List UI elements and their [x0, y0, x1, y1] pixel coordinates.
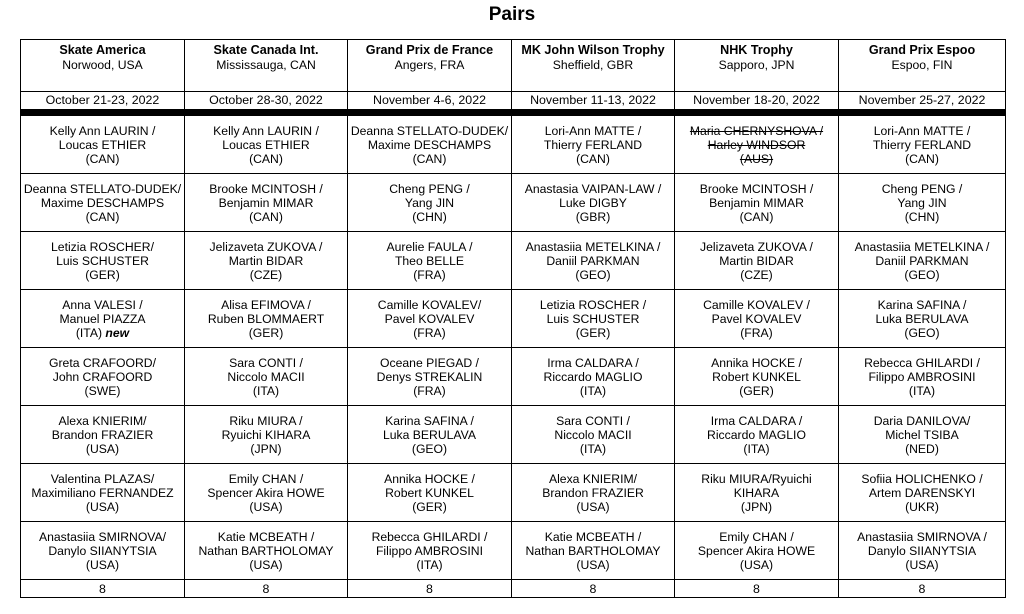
pair-country: (GEO) [904, 267, 940, 282]
event-header [185, 40, 348, 92]
pair-cell [348, 522, 512, 580]
pair-skater-names: Luis SCHUSTER [56, 253, 149, 268]
pair-skater-names: Irma CALDARA / [547, 355, 639, 370]
pair-country [23, 326, 182, 340]
pair-skater-names: Martin BIDAR [228, 253, 304, 268]
event-location: Espoo, FIN [891, 58, 953, 72]
pair-country: (ITA) [416, 557, 443, 572]
pair-skater-names: Lori-Ann MATTE / [544, 123, 642, 138]
event-dates-row [21, 92, 1006, 113]
event-location: Norwood, USA [62, 58, 143, 72]
pair-cell [348, 290, 512, 348]
event-name: MK John Wilson Trophy [521, 43, 665, 57]
pair-row [21, 232, 1006, 290]
pair-country: (USA) [85, 557, 120, 572]
event-dates: October 21-23, 2022 [21, 92, 185, 113]
pair-cell [512, 406, 675, 464]
pair-country: (CAN) [576, 151, 610, 166]
pair-skater-names: Kelly Ann LAURIN / [49, 123, 156, 138]
event-dates: November 4-6, 2022 [348, 92, 512, 113]
pair-cell [21, 232, 185, 290]
pair-cell [21, 174, 185, 232]
pair-cell [675, 406, 839, 464]
pair-country: (CZE) [740, 267, 773, 282]
pair-skater-names: Camille KOVALEV/ [377, 297, 482, 312]
pair-skater-names: Alexa KNIERIM/ [548, 471, 638, 486]
event-header [21, 40, 185, 92]
pair-country: (USA) [85, 441, 120, 456]
event-name: NHK Trophy [720, 43, 793, 57]
entry-count: 8 [675, 580, 839, 598]
pair-cell [512, 290, 675, 348]
pair-skater-names: Daria DANILOVA/ [873, 413, 971, 428]
pair-skater-names: Harley WINDSOR [707, 137, 806, 152]
pair-skater-names: Nathan BARTHOLOMAY [525, 543, 661, 558]
pair-cell [512, 113, 675, 174]
pair-row [21, 174, 1006, 232]
pair-country-code: (ITA) [75, 325, 103, 340]
pair-skater-names: Riccardo MAGLIO [543, 369, 643, 384]
pair-skater-names: Benjamin MIMAR [218, 195, 314, 210]
pair-skater-names: Sara CONTI / [556, 413, 630, 428]
pair-row [21, 113, 1006, 174]
pair-cell [512, 464, 675, 522]
pair-country: (ITA) [579, 441, 607, 456]
pair-skater-names: Riku MIURA/Ryuichi [701, 471, 812, 486]
pair-skater-names: Anna VALESI / [62, 297, 143, 312]
pair-skater-names: Luis SCHUSTER [546, 311, 640, 326]
event-location: Sheffield, GBR [552, 58, 634, 72]
pair-skater-names: Riku MIURA / [229, 413, 303, 428]
pair-country: (FRA) [413, 267, 446, 282]
pair-country: (GER) [412, 499, 447, 514]
pair-country: (USA) [576, 499, 610, 514]
event-dates: November 25-27, 2022 [839, 92, 1006, 113]
pair-skater-names: Rebecca GHILARDI / [864, 355, 980, 370]
pair-cell [675, 113, 839, 174]
pair-skater-names: Spencer Akira HOWE [207, 485, 325, 500]
pair-skater-names: Spencer Akira HOWE [697, 543, 816, 558]
pair-skater-names: Yang JIN [404, 195, 455, 210]
pair-cell [21, 464, 185, 522]
pair-skater-names: Ryuichi KIHARA [221, 427, 311, 442]
pair-skater-names: Greta CRAFOORD/ [49, 355, 156, 370]
pair-country: (AUS) [739, 151, 774, 166]
pair-country: (USA) [249, 499, 283, 514]
pair-cell [185, 232, 348, 290]
pair-skater-names: Theo BELLE [394, 253, 465, 268]
pair-skater-names: Brandon FRAZIER [542, 485, 644, 500]
pair-cell [675, 290, 839, 348]
pair-skater-names: Sara CONTI / [229, 355, 303, 370]
pair-skater-names: Anastasiia SMIRNOVA / [857, 529, 987, 544]
pair-skater-names: Brooke MCINTOSH / [209, 181, 323, 196]
pair-cell [185, 113, 348, 174]
pair-skater-names: Thierry FERLAND [543, 137, 643, 152]
pair-skater-names: Danylo SIIANYTSIA [48, 543, 157, 558]
pair-skater-names: Annika HOCKE / [384, 471, 475, 486]
pair-cell [185, 464, 348, 522]
pair-country: (CAN) [412, 151, 447, 166]
pair-skater-names: Karina SAFINA / [877, 297, 967, 312]
pair-skater-names: Martin BIDAR [719, 253, 794, 268]
pair-row [21, 522, 1006, 580]
pair-skater-names: Anastasia VAIPAN-LAW / [524, 181, 662, 196]
pair-cell [839, 174, 1006, 232]
pair-skater-names: Alisa EFIMOVA / [221, 297, 311, 312]
pair-country: (ITA) [252, 383, 280, 398]
pair-skater-names: Luka BERULAVA [875, 311, 969, 326]
pair-cell [348, 113, 512, 174]
pair-country: (ITA) [579, 383, 607, 398]
pair-cell [675, 522, 839, 580]
pair-country: (CAN) [249, 151, 283, 166]
pair-skater-names: Sofiia HOLICHENKO / [861, 471, 983, 486]
pair-country: (GER) [739, 383, 774, 398]
event-dates: October 28-30, 2022 [185, 92, 348, 113]
pair-cell [839, 522, 1006, 580]
pair-skater-names: Alexa KNIERIM/ [58, 413, 147, 428]
pair-skater-names: Luke DIGBY [559, 195, 627, 210]
pair-skater-names: Pavel KOVALEV [384, 311, 475, 326]
event-header-row [21, 40, 1006, 92]
pair-rows [21, 113, 1006, 580]
pair-cell [21, 348, 185, 406]
pair-cell [21, 113, 185, 174]
pair-skater-names: Artem DARENSKYI [868, 485, 976, 500]
event-header [839, 40, 1006, 92]
pair-skater-names: Katie MCBEATH / [217, 529, 315, 544]
event-location: Sapporo, JPN [718, 58, 795, 72]
pair-country: (NED) [905, 441, 939, 456]
pair-skater-names: Anastasiia METELKINA / [525, 239, 661, 254]
pair-country: (UKR) [905, 499, 939, 514]
pair-country: (CAN) [85, 209, 120, 224]
pair-skater-names: Deanna STELLATO-DUDEK/ [23, 181, 182, 196]
pairs-assignment-table [20, 39, 1006, 598]
pair-skater-names: Michel TSIBA [885, 427, 959, 442]
pair-country: (GEO) [575, 267, 611, 282]
pair-row [21, 464, 1006, 522]
pair-cell [512, 522, 675, 580]
pair-skater-names: Filippo AMBROSINI [868, 369, 976, 384]
pair-cell [21, 522, 185, 580]
pair-skater-names: Benjamin MIMAR [709, 195, 804, 210]
pair-skater-names: Camille KOVALEV / [703, 297, 810, 312]
pair-skater-names: Yang JIN [897, 195, 947, 210]
pair-skater-names: Cheng PENG / [389, 181, 470, 196]
pair-country: (CAN) [249, 209, 283, 224]
pair-skater-names: Valentina PLAZAS/ [50, 471, 155, 486]
pair-skater-names: Maximiliano FERNANDEZ [31, 485, 174, 500]
pair-skater-names: Maria CHERNYSHOVA / [689, 123, 824, 138]
pair-skater-names: Kelly Ann LAURIN / [213, 123, 319, 138]
new-entry-note: new [105, 325, 130, 340]
pair-cell [21, 290, 185, 348]
event-header [348, 40, 512, 92]
event-location: Mississauga, CAN [216, 58, 316, 72]
entry-count: 8 [512, 580, 675, 598]
pair-skater-names: John CRAFOORD [52, 369, 153, 384]
pair-skater-names: Loucas ETHIER [58, 137, 147, 152]
pair-skater-names: Maxime DESCHAMPS [367, 137, 492, 152]
pair-cell [839, 113, 1006, 174]
pair-cell [839, 290, 1006, 348]
pair-skater-names: KIHARA [733, 485, 780, 500]
pair-skater-names: Aurelie FAULA / [386, 239, 473, 254]
pair-cell [348, 464, 512, 522]
pair-country: (CHN) [904, 209, 940, 224]
pair-cell [348, 174, 512, 232]
pair-row [21, 348, 1006, 406]
pair-skater-names: Ruben BLOMMAERT [207, 311, 325, 326]
event-header [675, 40, 839, 92]
pair-skater-names: Niccolo MACII [227, 369, 305, 384]
pair-skater-names: Maxime DESCHAMPS [40, 195, 165, 210]
pair-skater-names: Annika HOCKE / [711, 355, 802, 370]
pair-country: (CZE) [249, 267, 283, 282]
pair-cell [839, 464, 1006, 522]
pair-skater-names: Thierry FERLAND [872, 137, 972, 152]
pair-cell [185, 348, 348, 406]
pair-country: (GER) [575, 325, 611, 340]
entry-count: 8 [348, 580, 512, 598]
event-header [512, 40, 675, 92]
pair-country: (USA) [249, 557, 283, 572]
pair-country: (FRA) [413, 383, 446, 398]
event-name: Grand Prix Espoo [868, 43, 976, 57]
event-location: Angers, FRA [394, 58, 465, 72]
pair-skater-names: Cheng PENG / [881, 181, 963, 196]
pair-skater-names: Anastasiia SMIRNOVA/ [38, 529, 167, 544]
entry-count: 8 [839, 580, 1006, 598]
pair-skater-names: Luka BERULAVA [382, 427, 477, 442]
pair-country: (GER) [85, 267, 120, 282]
pair-cell [675, 464, 839, 522]
pair-country: (GEO) [904, 325, 940, 340]
pair-cell [675, 174, 839, 232]
entry-count-row [21, 580, 1006, 598]
pair-country: (ITA) [908, 383, 936, 398]
pair-cell [185, 406, 348, 464]
pair-skater-names: Letizia ROSCHER/ [51, 239, 154, 254]
pair-skater-names: Deanna STELLATO-DUDEK/ [350, 123, 509, 138]
entry-count: 8 [185, 580, 348, 598]
pair-skater-names: Filippo AMBROSINI [375, 543, 483, 558]
event-name: Grand Prix de France [365, 43, 494, 57]
event-dates: November 11-13, 2022 [512, 92, 675, 113]
pair-skater-names: Robert KUNKEL [385, 485, 474, 500]
pair-country: (SWE) [84, 383, 121, 398]
pair-cell [185, 290, 348, 348]
pair-country: (FRA) [413, 325, 446, 340]
pair-country: (GER) [248, 325, 284, 340]
pair-cell [839, 232, 1006, 290]
event-name: Skate America [59, 43, 146, 57]
pair-country: (CAN) [905, 151, 939, 166]
pair-cell [348, 232, 512, 290]
pair-skater-names: Niccolo MACII [554, 427, 632, 442]
pair-country: (CHN) [412, 209, 447, 224]
pair-skater-names: Danylo SIIANYTSIA [867, 543, 977, 558]
entry-count: 8 [21, 580, 185, 598]
pair-cell [512, 174, 675, 232]
pair-skater-names: Brandon FRAZIER [51, 427, 154, 442]
pair-cell [675, 232, 839, 290]
pair-skater-names: Denys STREKALIN [376, 369, 483, 384]
pair-skater-names: Brooke MCINTOSH / [699, 181, 814, 196]
pair-skater-names: Rebecca GHILARDI / [371, 529, 488, 544]
pair-cell [185, 522, 348, 580]
event-dates: November 18-20, 2022 [675, 92, 839, 113]
pair-country: (USA) [576, 557, 610, 572]
pair-cell [348, 406, 512, 464]
pair-skater-names: Anastasiia METELKINA / [854, 239, 990, 254]
pair-skater-names: Emily CHAN / [719, 529, 794, 544]
pair-skater-names: Karina SAFINA / [385, 413, 474, 428]
pair-cell [512, 348, 675, 406]
pair-row [21, 406, 1006, 464]
pair-skater-names: Manuel PIAZZA [59, 311, 146, 326]
pair-country: (CAN) [739, 209, 774, 224]
pair-cell [21, 406, 185, 464]
pair-country: (JPN) [740, 499, 773, 514]
pair-country: (USA) [905, 557, 939, 572]
pair-skater-names: Katie MCBEATH / [544, 529, 642, 544]
pair-skater-names: Riccardo MAGLIO [707, 427, 806, 442]
pair-skater-names: Emily CHAN / [228, 471, 304, 486]
pair-skater-names: Irma CALDARA / [710, 413, 803, 428]
pair-skater-names: Loucas ETHIER [222, 137, 310, 152]
page-title: Pairs [488, 4, 536, 25]
pair-skater-names: Daniil PARKMAN [875, 253, 969, 268]
pair-skater-names: Daniil PARKMAN [546, 253, 640, 268]
pair-skater-names: Letizia ROSCHER / [539, 297, 647, 312]
pair-cell [185, 174, 348, 232]
pair-skater-names: Oceane PIEGAD / [380, 355, 479, 370]
pair-cell [675, 348, 839, 406]
event-name: Skate Canada Int. [213, 43, 319, 57]
pair-skater-names: Jelizaveta ZUKOVA / [209, 239, 323, 254]
pair-cell [512, 232, 675, 290]
pair-country: (GBR) [575, 209, 611, 224]
pair-cell [348, 348, 512, 406]
pair-row [21, 290, 1006, 348]
pair-cell [839, 348, 1006, 406]
pair-cell [839, 406, 1006, 464]
pair-country: (JPN) [250, 441, 282, 456]
pair-country: (USA) [85, 499, 120, 514]
pair-country: (FRA) [740, 325, 773, 340]
pair-country: (GEO) [411, 441, 448, 456]
pair-country: (CAN) [85, 151, 120, 166]
pair-country: (ITA) [743, 441, 770, 456]
pair-skater-names: Nathan BARTHOLOMAY [198, 543, 334, 558]
pair-skater-names: Jelizaveta ZUKOVA / [700, 239, 813, 254]
pair-skater-names: Pavel KOVALEV [711, 311, 802, 326]
pair-skater-names: Robert KUNKEL [712, 369, 801, 384]
pair-skater-names: Lori-Ann MATTE / [873, 123, 971, 138]
pair-country: (USA) [739, 557, 774, 572]
